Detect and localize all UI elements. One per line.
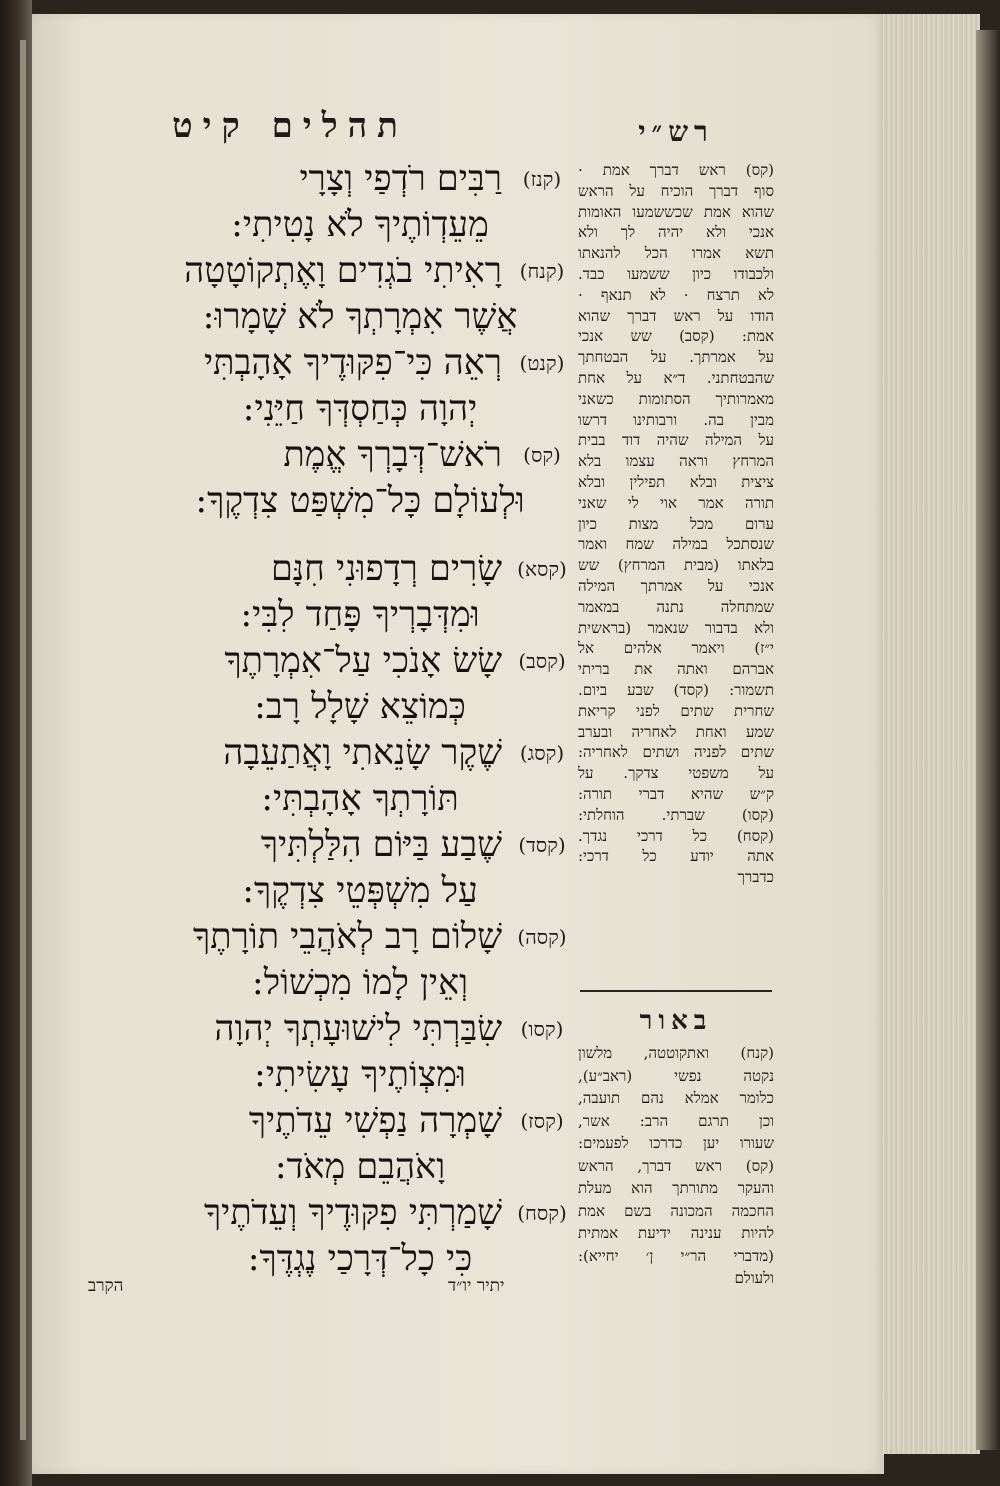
verse-text: תּוֹרָתְךָ אָהָבְתִּי:	[261, 779, 459, 819]
verse-number: (קסג)	[519, 741, 565, 765]
rashi-line: ק״ש שהיא דברי תורה:	[578, 784, 774, 803]
rashi-line: המרחץ וראה עצמו בלא	[578, 452, 774, 471]
verse-number: (קסב)	[518, 649, 566, 673]
biur-line: שעורו יען כדרכו לפעמים:	[578, 1134, 774, 1152]
verse-text: שֶׁבַע בַּיּוֹם הִלַּלְתִּיךָ	[260, 825, 502, 865]
verse-line	[70, 1006, 570, 1052]
biur-column	[578, 1000, 774, 1300]
rashi-line: (קסו) שברתי. הוחלתי:	[578, 805, 774, 824]
biur-title: באור	[639, 1006, 713, 1036]
rashi-line: ציצית ובלא תפילין ובלא	[578, 472, 774, 491]
rashi-line: על אמרתך. על הבטחתך	[578, 348, 774, 367]
verse-text: עַל מִשְׁפְּטֵי צִדְקֶךָ:	[242, 871, 478, 911]
rashi-line: שהבטחתני. ד״א על אחת	[578, 368, 774, 387]
rashi-line: אתה יודע כל דרכי:	[578, 847, 774, 866]
verse-number: (קס)	[523, 443, 561, 467]
verse-line	[70, 1052, 570, 1098]
verse-text: כְּמוֹצֵא שָׁלָל רָב:	[254, 687, 466, 727]
verse-number: (קנז)	[522, 167, 562, 191]
rashi-line: שתים לפניה ושתים לאחריה:	[578, 743, 774, 762]
verse-text: וְאֵין לָמוֹ מִכְשׁוֹל:	[251, 963, 469, 1003]
rashi-line: כדברך	[737, 868, 774, 887]
verse-text: יְהוָה כְּחַסְדְּךָ חַיֵּנִי:	[242, 389, 478, 429]
verse-number: (קסז)	[520, 1109, 564, 1133]
column-divider	[580, 990, 772, 992]
verse-line	[70, 340, 570, 386]
verse-text: רְאֵה כִּי־פִקּוּדֶיךָ אָהָבְתִּי	[203, 343, 502, 383]
verse-line	[70, 294, 570, 340]
rashi-line: תשא אמרו הכל להנאתו	[578, 244, 774, 263]
rashi-line: שמתחלה נתנה במאמר	[578, 597, 774, 616]
rashi-line: י״ז) ויאמר אלהים אל	[578, 639, 774, 658]
verse-number: (קסח)	[517, 1201, 567, 1225]
stanza-gap	[70, 524, 570, 546]
biur-line: נקטה נפשי (ראב״ע),	[578, 1066, 774, 1085]
verse-number: (קסא)	[517, 557, 567, 581]
verse-line	[70, 1098, 570, 1144]
rashi-title: רש״י	[638, 115, 714, 148]
verse-text: שִׂבַּרְתִּי לִישׁוּעָתְךָ יְהוָה	[214, 1009, 502, 1049]
verse-number: (קסד)	[518, 833, 566, 857]
page-edges-shade	[976, 30, 1000, 1450]
verse-line	[70, 730, 570, 776]
biur-line: כלומר אמלא נהם תועבה,	[578, 1089, 774, 1107]
verse-text: רָאִיתִי בֹגְדִים וָאֶתְקוֹטָטָה	[184, 251, 502, 291]
rashi-line: אנכי על אמרתך המילה	[578, 576, 774, 595]
book-spine	[0, 0, 32, 1486]
biur-line: (קנח) ואתקוטטה, מלשון	[578, 1044, 774, 1062]
verse-text: שָׁמְרָה נַפְשִׁי עֵדֹתֶיךָ	[248, 1101, 502, 1141]
verse-text: כִּי כָל־דְּרָכַי נֶגְדֶּךָ:	[247, 1239, 473, 1279]
verse-line	[70, 684, 570, 730]
rashi-line: ולכבודו כיון ששמעו כבד.	[578, 264, 774, 283]
verse-line	[70, 1190, 570, 1236]
spine-edge	[20, 40, 26, 1440]
biur-lines	[578, 1042, 774, 1290]
verse-text: שָׂרִים רְדָפוּנִי חִנָּם	[270, 549, 502, 589]
rashi-line: (קס) ראש דברך אמת ·	[578, 161, 774, 179]
rashi-line: (קסח) כל דרכי נגדך.	[578, 826, 774, 845]
verse-text: רֹאשׁ־דְּבָרְךָ אֱמֶת	[283, 435, 502, 475]
verse-line	[70, 432, 570, 478]
rashi-line: מאמרותיך הסתומות כשאני	[578, 389, 774, 408]
rashi-line: אמת: (קסב) שש אנכי	[578, 327, 774, 346]
verse-number: (קסה)	[517, 925, 567, 949]
verse-line	[70, 960, 570, 1006]
rashi-line: לא תרצח · לא תנאף ·	[578, 285, 774, 304]
verse-text: שָׂשׂ אָנֹכִי עַל־אִמְרָתֶךָ	[224, 641, 502, 681]
biur-line: (קס) ראש דברך, הראש	[578, 1156, 774, 1175]
verse-text: וָאֹהֲבֵם מְאֹד:	[274, 1147, 446, 1187]
rashi-line: תורה אמר אוי לי שאני	[578, 493, 774, 512]
verse-line	[70, 776, 570, 822]
rashi-line: שנסתכל במילה שמח ואמר	[578, 535, 774, 554]
psalm-title: תהלים קיט	[172, 106, 408, 146]
verse-line	[70, 386, 570, 432]
verse-number: (קנט)	[519, 351, 565, 375]
catchword: הקרב	[88, 1276, 124, 1296]
verse-text: שֶׁקֶר שָׂנֵאתִי וָאֲתַעֵבָה	[223, 733, 502, 773]
footer-note: יתיר יו״ד	[448, 1276, 505, 1296]
rashi-line: אנכי ולא יהיה לך ולא	[578, 223, 774, 242]
verse-line	[70, 822, 570, 868]
biur-line: וכן תרגם הרב: אשר,	[578, 1111, 774, 1130]
rashi-line: שהוא אמת שכששמעו האומות	[578, 202, 774, 221]
biur-line: להיות ענינה ידיעת אמתית	[578, 1224, 774, 1242]
verse-line	[70, 638, 570, 684]
verse-number: (קסו)	[520, 1017, 564, 1041]
rashi-line: שחרית שתים לפני קריאת	[578, 701, 774, 720]
rashi-lines	[578, 160, 774, 888]
verse-number: (קנח)	[519, 259, 565, 283]
verse-line	[70, 1144, 570, 1190]
rashi-line: ולא בדבור שנאמר (בראשית	[578, 618, 774, 637]
biur-line: החכמה המכונה בשם אמת	[578, 1201, 774, 1220]
verse-line	[70, 156, 570, 202]
verse-line	[70, 546, 570, 592]
biur-line: והעקר מתורתך הוא מעלת	[578, 1179, 774, 1197]
rashi-line: על משפטי צדקך. על	[578, 764, 774, 783]
psalm-column	[70, 100, 570, 1280]
biur-line: (מדברי הר״י ן׳ יחייא):	[578, 1246, 774, 1265]
rashi-column	[578, 110, 774, 990]
verse-text: וּלְעוֹלָם כָּל־מִשְׁפַּט צִדְקֶךָ:	[195, 481, 525, 521]
rashi-line: ערום מכל מצות כיון	[578, 514, 774, 533]
psalm-verses	[70, 156, 570, 1282]
rashi-line: בלאתו (מבית המרחץ) שש	[578, 556, 774, 575]
page-edges	[880, 14, 980, 1454]
rashi-line: אברהם ואתה את בריתי	[578, 660, 774, 679]
rashi-line: תשמור: (קסד) שבע ביום.	[578, 680, 774, 699]
verse-text: רַבִּים רֹדְפַי וְצָרָי	[299, 159, 502, 199]
verse-text: אֲשֶׁר אִמְרָתְךָ לֹא שָׁמָרוּ:	[202, 297, 518, 337]
rashi-line: על המילה שהיה דוד בבית	[578, 431, 774, 450]
verse-line	[70, 248, 570, 294]
verse-line	[70, 202, 570, 248]
biur-line: ולעולם	[734, 1269, 774, 1287]
verse-line	[70, 868, 570, 914]
verse-text: מֵעֵדְוֹתֶיךָ לֹא נָטִיתִי:	[231, 205, 489, 245]
rashi-line: הודו על ראש דברך שהוא	[578, 306, 774, 325]
verse-line	[70, 478, 570, 524]
verse-line	[70, 914, 570, 960]
verse-line	[70, 592, 570, 638]
rashi-line: סוף דברך הוכיח על הראש	[578, 181, 774, 200]
verse-text: שָׁמַרְתִּי פִקּוּדֶיךָ וְעֵדֹתֶיךָ	[203, 1193, 502, 1233]
rashi-line: שמע ואחת לאחריה ובערב	[578, 722, 774, 741]
verse-text: שָׁלוֹם רָב לְאֹהֲבֵי תוֹרָתֶךָ	[193, 917, 502, 957]
verse-text: וּמִצְוֹתֶיךָ עָשִׂיתִי:	[254, 1055, 466, 1095]
rashi-line: מבין בה. ורבותינו דרשו	[578, 410, 774, 429]
verse-text: וּמִדְּבָרְיךָ פָּחַד לִבִּי:	[240, 595, 480, 635]
